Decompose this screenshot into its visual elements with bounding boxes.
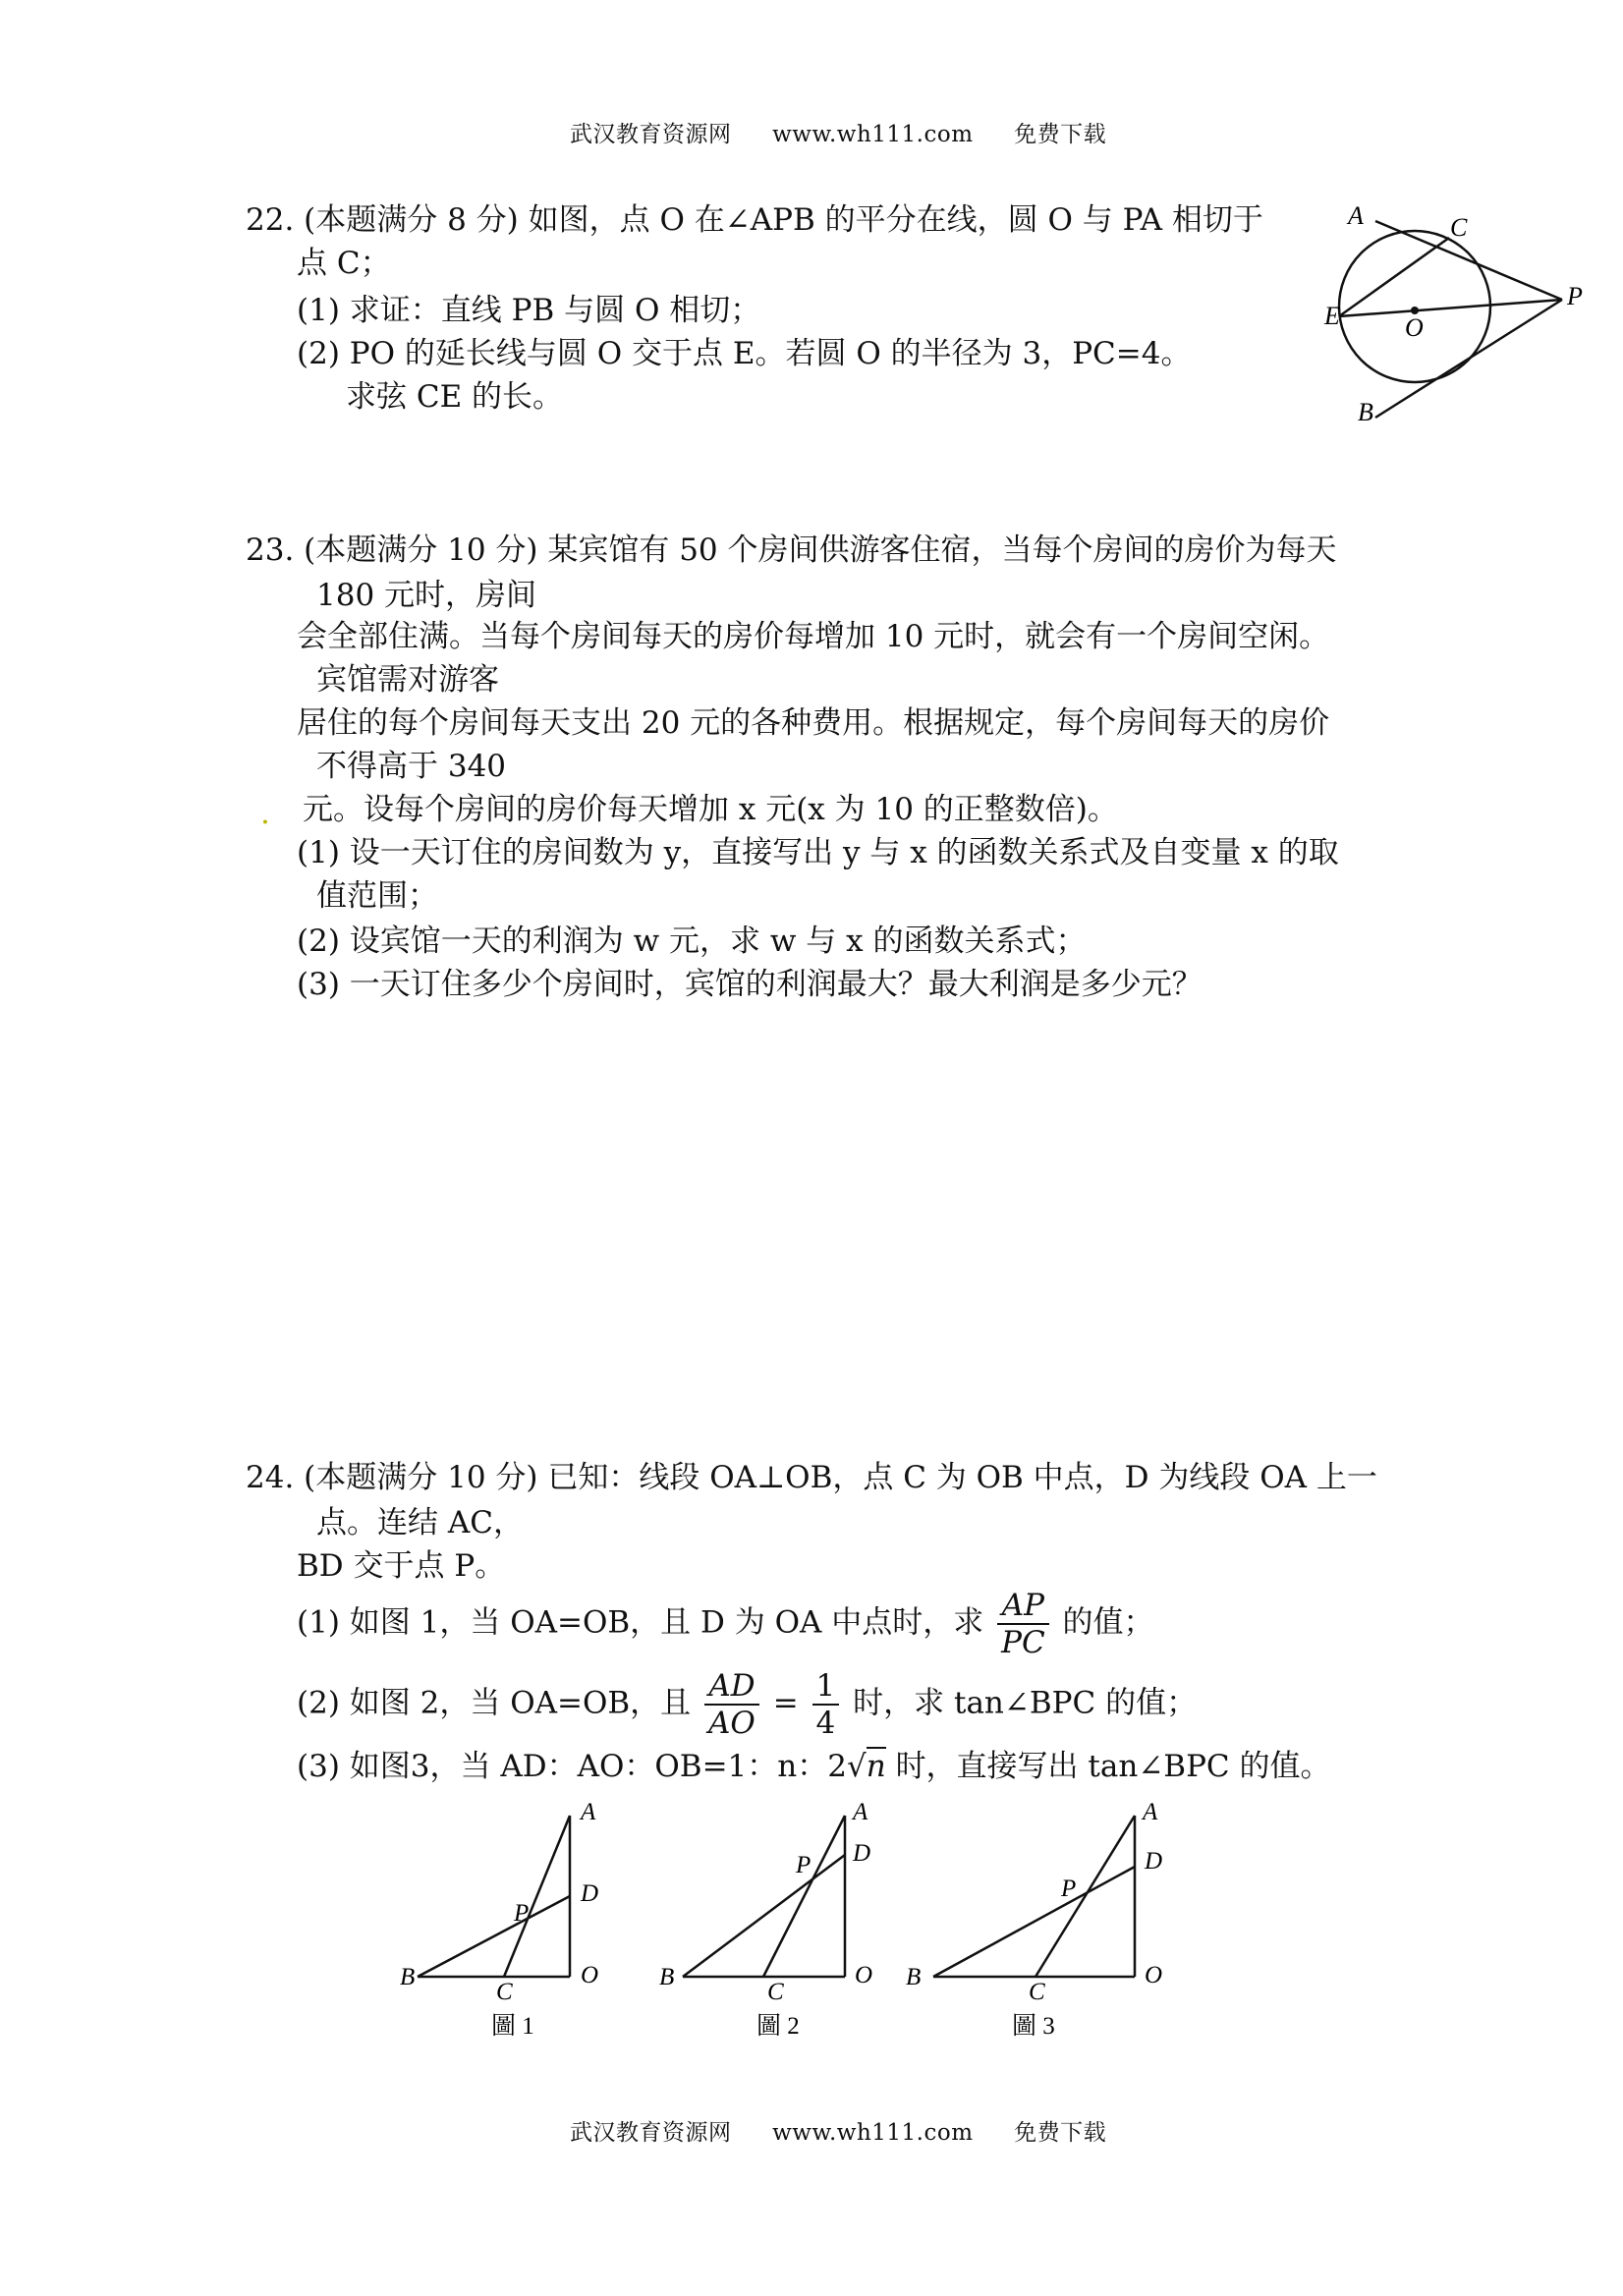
segment-ca (1035, 1816, 1135, 1977)
tangent-pa (1375, 221, 1562, 300)
q24-figure-2 (653, 1798, 899, 2053)
fraction-ap-pc (997, 1588, 1049, 1660)
q23-line-1: 23. (本题满分 10 分) 某宾馆有 50 个房间供游客住宿，当每个房间的房价为每天 (246, 532, 1337, 568)
q24-line-4 (297, 1588, 1154, 1660)
fraction-ad-ao (704, 1668, 759, 1741)
fraction-one-quarter (812, 1668, 840, 1741)
fig1-label-p: P (514, 1900, 530, 1927)
q22-line-4: (2) PO 的延长线与圆 O 交于点 E。若圆 O 的半径为 3，PC=4。 (297, 336, 1192, 371)
fig1-label-b: B (400, 1964, 416, 1990)
segment-ca (504, 1816, 570, 1977)
q24-figure-3 (894, 1798, 1208, 2053)
q24-line-2: 点。连结 AC， (316, 1505, 524, 1540)
fig2-label-a: A (853, 1799, 868, 1825)
fig2-caption: 圖 2 (756, 2013, 800, 2040)
fig1-label-o: O (581, 1962, 599, 1988)
fig2-label-p: P (796, 1852, 812, 1878)
q24-line-5 (297, 1668, 1197, 1741)
fraction-ap: AP (997, 1588, 1049, 1625)
fraction-ao: AO (708, 1706, 756, 1741)
fig2-label-o: O (855, 1962, 873, 1988)
label-b: B (1358, 398, 1373, 426)
q24-part1-tail: 的值； (1062, 1604, 1154, 1641)
header-site: 武汉教育资源网 (570, 122, 732, 147)
line-ep (1339, 300, 1562, 316)
fig2-label-b: B (659, 1964, 675, 1990)
q23-line-8: (1) 设一天订住的房间数为 y，直接写出 y 与 x 的函数关系式及自变量 x 的取 (297, 835, 1339, 870)
tangent-pb (1375, 300, 1562, 418)
fig3-label-c: C (1029, 1979, 1045, 2005)
fig2-label-c: C (767, 1979, 784, 2005)
q23-line-5: 居住的每个房间每天支出 20 元的各种费用。根据规定，每个房间每天的房价 (297, 705, 1330, 741)
fig1-label-a: A (581, 1799, 596, 1825)
fig3-caption: 圖 3 (1012, 2013, 1055, 2040)
q24-line-3: BD 交于点 P。 (297, 1548, 506, 1584)
page-footer (570, 2114, 1106, 2147)
q23-line-10: (2) 设宾馆一天的利润为 w 元，求 w 与 x 的函数关系式； (297, 924, 1087, 959)
q23-line-2: 180 元时，房间 (316, 578, 537, 613)
label-p: P (1567, 282, 1583, 310)
q22-figure (1307, 196, 1601, 432)
q24-part2-text: (2) 如图 2，当 OA=OB，且 (297, 1685, 692, 1721)
page-header (570, 116, 1106, 148)
fig3-label-a: A (1143, 1799, 1158, 1825)
segment-bd (683, 1855, 845, 1977)
equals-sign: = (772, 1685, 799, 1721)
q24-part3-text: (3) 如图3，当 AD：AO：OB=1：n：2 (297, 1749, 847, 1784)
q23-line-7: 元。设每个房间的房价每天增加 x 元(x 为 10 的正整数倍)。 (303, 792, 1118, 827)
header-url[interactable]: www.wh111.com (772, 122, 974, 147)
q23-line-3: 会全部住满。当每个房间每天的房价每增加 10 元时，就会有一个房间空闲。 (297, 619, 1330, 654)
q23-line-9: 值范围； (316, 878, 438, 914)
q23-line-11: (3) 一天订住多少个房间时，宾馆的利润最大？最大利润是多少元？ (297, 967, 1203, 1002)
fig3-label-b: B (906, 1964, 922, 1990)
q23-line-4: 宾馆需对游客 (316, 662, 499, 698)
q24-line-1: 24. (本题满分 10 分) 已知：线段 OA⊥OB，点 C 为 OB 中点，D 为线段 OA 上一 (246, 1460, 1377, 1495)
header-free: 免费下载 (1014, 122, 1107, 147)
fig1-caption: 圖 1 (491, 2013, 534, 2040)
stray-dot-mark: . (260, 796, 270, 831)
q22-line-2: 点 C； (297, 246, 391, 281)
label-e: E (1324, 302, 1340, 330)
fig1-label-d: D (581, 1880, 599, 1907)
q24-figure-1 (388, 1798, 634, 2053)
footer-url[interactable]: www.wh111.com (772, 2120, 974, 2146)
fig2-label-d: D (853, 1840, 871, 1867)
label-a: A (1348, 201, 1364, 230)
label-c: C (1450, 213, 1468, 242)
fraction-ad: AD (704, 1668, 759, 1706)
q24-part2-tail: 时，求 tan∠BPC 的值； (853, 1685, 1198, 1721)
label-o: O (1405, 313, 1424, 342)
q22-line-1: 22. (本题满分 8 分) 如图，点 O 在∠APB 的平分在线，圆 O 与 PA 相切于 (246, 202, 1263, 238)
fig1-label-c: C (496, 1979, 513, 2005)
q22-line-3: (1) 求证：直线 PB 与圆 O 相切； (297, 293, 761, 328)
q22-line-5: 求弦 CE 的长。 (346, 379, 564, 415)
q24-part3-tail: 时，直接写出 tan∠BPC 的值。 (895, 1749, 1331, 1784)
fraction-pc: PC (1001, 1625, 1045, 1660)
segment-ca (763, 1816, 845, 1977)
segment-bd (933, 1867, 1135, 1977)
chord-ce (1339, 238, 1449, 316)
fig3-label-p: P (1061, 1876, 1077, 1902)
segment-bd (418, 1896, 570, 1977)
footer-site: 武汉教育资源网 (570, 2120, 732, 2146)
q24-part1-text: (1) 如图 1，当 OA=OB，且 D 为 OA 中点时，求 (297, 1604, 984, 1641)
sqrt-n: n (866, 1749, 886, 1784)
fig3-label-o: O (1145, 1962, 1163, 1988)
q23-line-6: 不得高于 340 (316, 749, 507, 784)
fraction-four: 4 (815, 1706, 836, 1741)
footer-free: 免费下载 (1014, 2120, 1107, 2146)
sqrt-symbol: √ (846, 1749, 867, 1784)
q24-line-6 (297, 1745, 1331, 1788)
fraction-one: 1 (812, 1668, 840, 1706)
fig3-label-d: D (1145, 1848, 1163, 1875)
